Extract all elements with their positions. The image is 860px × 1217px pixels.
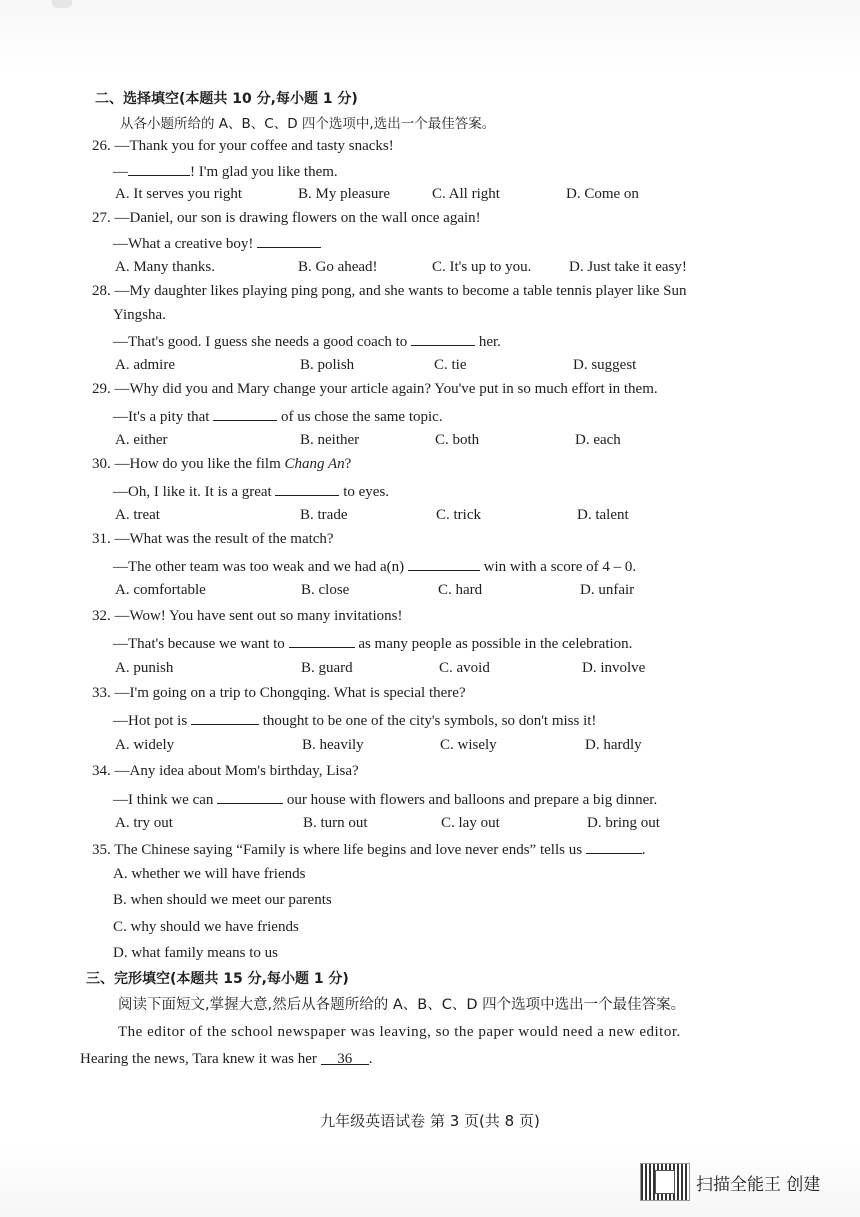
option-b: B. neither xyxy=(300,432,360,448)
answer-blank xyxy=(257,233,321,248)
answer-blank xyxy=(586,839,642,854)
option-b: B. polish xyxy=(300,357,355,373)
option-b: B. My pleasure xyxy=(298,186,391,202)
passage-line-1: The editor of the school newspaper was leaving, so the paper would need a new editor. xyxy=(118,1024,681,1040)
question-text: —How do you like the film xyxy=(114,456,285,472)
page-footer: 九年级英语试卷 第 3 页(共 8 页) xyxy=(320,1112,540,1130)
question-28-line-1 xyxy=(92,282,686,300)
question-text: The Chinese saying “Family is where life begins and love never ends” tells us xyxy=(114,842,586,858)
question-text: thought to be one of the city's symbols, so don't miss it! xyxy=(258,713,597,729)
question-text: —I think we can xyxy=(113,792,218,808)
question-text: —Hot pot is xyxy=(113,713,191,729)
question-text: —Any idea about Mom's birthday, Lisa? xyxy=(114,763,359,779)
question-number: 35. xyxy=(92,842,115,858)
option-b: B. Go ahead! xyxy=(298,259,378,275)
passage-text: Hearing the news, Tara knew it was her xyxy=(80,1051,321,1067)
option-a: A. try out xyxy=(115,815,173,831)
question-number: 30. xyxy=(92,456,115,472)
question-text: her. xyxy=(475,334,501,350)
question-number: 28. xyxy=(92,283,115,299)
section-3-instruction: 阅读下面短文,掌握大意,然后从各题所给的 A、B、C、D 四个选项中选出一个最佳答案。 xyxy=(118,997,686,1013)
question-text: —That's because we want to xyxy=(113,636,289,652)
question-34-line-2 xyxy=(113,789,657,809)
question-29-line-1 xyxy=(92,380,658,398)
question-number: 32. xyxy=(92,608,115,624)
question-text: —That's good. I guess she needs a good coach to xyxy=(113,334,412,350)
option-a: A. It serves you right xyxy=(115,186,243,202)
answer-blank xyxy=(191,710,259,725)
question-35-line-1 xyxy=(92,839,646,859)
question-text: —Thank you for your coffee and tasty snacks! xyxy=(114,138,394,154)
option-a: A. either xyxy=(115,432,168,448)
question-text: — xyxy=(113,164,128,180)
question-31-line-2 xyxy=(113,556,636,576)
option-a: A. widely xyxy=(115,737,175,753)
question-28-line-2: Yingsha. xyxy=(113,307,166,323)
question-text: —What a creative boy! xyxy=(113,236,258,252)
section-3-heading: 三、完形填空(本题共 15 分,每小题 1 分) xyxy=(86,971,349,987)
option-a: A. admire xyxy=(115,357,175,373)
option-d: D. unfair xyxy=(580,582,635,598)
option-c: C. avoid xyxy=(439,660,490,676)
option-b: B. turn out xyxy=(303,815,368,831)
question-27-line-1 xyxy=(92,209,481,227)
answer-blank xyxy=(411,331,475,346)
question-27-line-2 xyxy=(113,233,321,253)
question-26-line-1 xyxy=(92,137,394,155)
blank-number: 36 xyxy=(337,1051,353,1067)
question-number: 34. xyxy=(92,763,115,779)
scan-corner-mark xyxy=(52,0,72,8)
option-b: B. trade xyxy=(300,507,348,523)
option-d: D. hardly xyxy=(585,737,642,753)
option-c: C. wisely xyxy=(440,737,497,753)
question-text: —The other team was too weak and we had a(n) xyxy=(113,559,408,575)
option-c: C. both xyxy=(435,432,480,448)
question-text: —Why did you and Mary change your article again? You've put in so much effort in them. xyxy=(114,381,658,397)
section-2-heading: 二、选择填空(本题共 10 分,每小题 1 分) xyxy=(95,91,358,107)
option-a: A. treat xyxy=(115,507,160,523)
question-text: ! I'm glad you like them. xyxy=(190,164,338,180)
option-a: A. Many thanks. xyxy=(115,259,215,275)
scanner-watermark-text: 扫描全能王 创建 xyxy=(696,1174,821,1195)
option-c: C. It's up to you. xyxy=(432,259,532,275)
question-text: . xyxy=(641,842,646,858)
film-title: Chang An xyxy=(284,456,345,472)
section-2-instruction: 从各小题所给的 A、B、C、D 四个选项中,选出一个最佳答案。 xyxy=(120,116,496,132)
question-text: as many people as possible in the celebration. xyxy=(354,636,633,652)
option-a: A. punish xyxy=(115,660,174,676)
question-29-line-2 xyxy=(113,406,443,426)
answer-blank xyxy=(217,789,283,804)
question-number: 29. xyxy=(92,381,115,397)
question-text: —Daniel, our son is drawing flowers on the wall once again! xyxy=(114,210,481,226)
question-text: of us chose the same topic. xyxy=(277,409,443,425)
question-text: to eyes. xyxy=(339,484,390,500)
passage-text: . xyxy=(368,1051,373,1067)
question-text: our house with flowers and balloons and prepare a big dinner. xyxy=(283,792,658,808)
question-text: win with a score of 4 – 0. xyxy=(479,559,637,575)
option-c: C. why should we have friends xyxy=(113,919,299,935)
question-number: 31. xyxy=(92,531,115,547)
option-d: D. involve xyxy=(582,660,646,676)
question-31-line-1 xyxy=(92,530,334,548)
cloze-blank-36 xyxy=(321,1050,369,1065)
question-26-line-2 xyxy=(113,161,338,181)
question-text: —My daughter likes playing ping pong, and she wants to become a table tennis player like Sun xyxy=(114,283,687,299)
answer-blank xyxy=(213,406,277,421)
option-d: D. Come on xyxy=(566,186,639,202)
question-30-line-2 xyxy=(113,481,389,501)
answer-blank xyxy=(289,633,355,648)
option-d: D. Just take it easy! xyxy=(569,259,687,275)
question-text: —I'm going on a trip to Chongqing. What is special there? xyxy=(114,685,466,701)
option-d: D. talent xyxy=(577,507,629,523)
option-a: A. comfortable xyxy=(115,582,206,598)
question-33-line-1 xyxy=(92,684,466,702)
option-d: D. what family means to us xyxy=(113,945,278,961)
option-b: B. heavily xyxy=(302,737,364,753)
option-d: D. suggest xyxy=(573,357,637,373)
option-c: C. trick xyxy=(436,507,481,523)
question-33-line-2 xyxy=(113,710,596,730)
option-c: C. lay out xyxy=(441,815,500,831)
answer-blank xyxy=(408,556,480,571)
question-number: 26. xyxy=(92,138,115,154)
question-text: —Oh, I like it. It is a great xyxy=(113,484,276,500)
question-34-line-1 xyxy=(92,762,359,780)
option-d: D. each xyxy=(575,432,621,448)
question-32-line-2 xyxy=(113,633,632,653)
question-30-line-1 xyxy=(92,455,351,473)
option-b: B. guard xyxy=(301,660,353,676)
question-32-line-1 xyxy=(92,607,402,625)
option-a: A. whether we will have friends xyxy=(113,866,306,882)
passage-line-2 xyxy=(80,1050,372,1068)
option-c: C. hard xyxy=(438,582,483,598)
question-number: 33. xyxy=(92,685,115,701)
question-text: ? xyxy=(344,456,352,472)
answer-blank xyxy=(128,161,190,176)
question-text: —What was the result of the match? xyxy=(114,531,334,547)
option-c: C. tie xyxy=(434,357,467,373)
option-b: B. when should we meet our parents xyxy=(113,892,332,908)
scanner-logo-icon xyxy=(640,1163,690,1201)
option-c: C. All right xyxy=(432,186,500,202)
option-b: B. close xyxy=(301,582,350,598)
answer-blank xyxy=(275,481,339,496)
question-28-line-3 xyxy=(113,331,501,351)
question-text: —It's a pity that xyxy=(113,409,214,425)
scanner-watermark xyxy=(640,1162,835,1202)
question-number: 27. xyxy=(92,210,115,226)
option-d: D. bring out xyxy=(587,815,660,831)
question-text: —Wow! You have sent out so many invitations! xyxy=(114,608,403,624)
